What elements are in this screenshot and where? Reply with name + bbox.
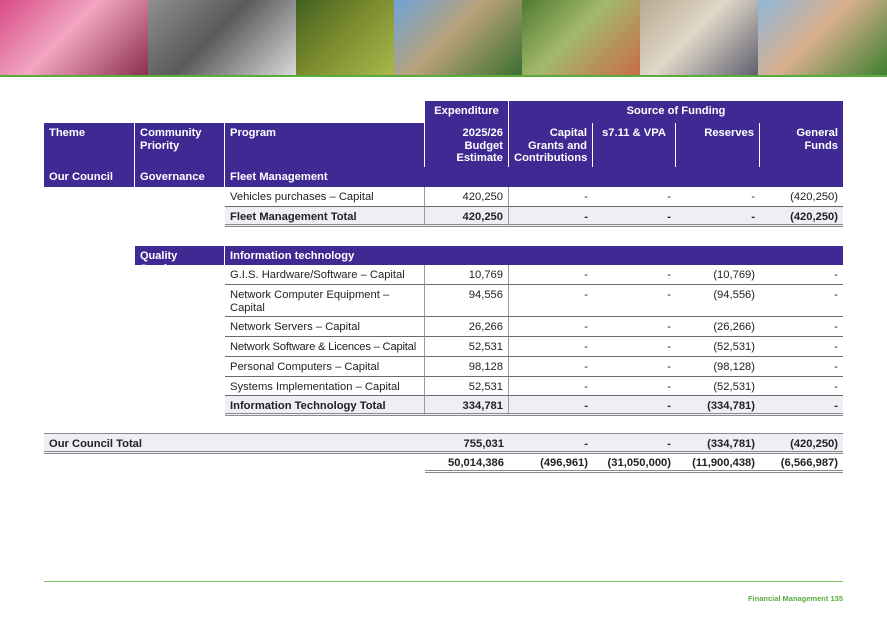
program-cell: Network Servers – Capital: [225, 317, 425, 337]
subtotal-reserves: (334,781): [676, 396, 760, 416]
capital-cell: -: [509, 377, 593, 396]
capital-cell: -: [509, 357, 593, 377]
program-header: Program: [225, 123, 425, 167]
s711-cell: -: [593, 377, 676, 396]
subtotal-capital: -: [509, 207, 593, 227]
general-cell: -: [760, 317, 843, 337]
subtotal-row: [44, 207, 843, 227]
reserves-cell: (26,266): [676, 317, 760, 337]
frog-photo: [296, 0, 394, 75]
grand-total-budget: 50,014,386: [425, 453, 509, 473]
program-heading-cell: Fleet Management: [225, 167, 843, 187]
subtotal-reserves: -: [676, 207, 760, 227]
budget-cell: 26,266: [425, 317, 509, 337]
general-funds-header: General Funds: [760, 123, 843, 167]
capital-cell: -: [509, 265, 593, 285]
subtotal-budget: 420,250: [425, 207, 509, 227]
council-total-budget: 755,031: [425, 434, 509, 454]
grand-total-capital: (496,961): [509, 453, 593, 473]
program-cell: G.I.S. Hardware/Software – Capital: [225, 265, 425, 285]
electric-cars-photo: [148, 0, 296, 75]
subtotal-general: -: [760, 396, 843, 416]
reserves-cell: -: [676, 187, 760, 207]
general-cell: -: [760, 285, 843, 317]
theme-header: Theme: [44, 123, 135, 167]
park-family-photo: [394, 0, 522, 75]
program-cell: Systems Implementation – Capital: [225, 377, 425, 396]
reserves-header: Reserves: [676, 123, 760, 167]
reserves-cell: (98,128): [676, 357, 760, 377]
street-walkers-photo: [640, 0, 758, 75]
general-cell: -: [760, 265, 843, 285]
program-cell: Personal Computers – Capital: [225, 357, 425, 377]
section-heading-fleet: [44, 167, 843, 187]
council-total-label: Our Council Total: [44, 434, 425, 454]
priority-cell: Governance: [135, 167, 225, 187]
community-group-photo: [522, 0, 640, 75]
header-row-group: [44, 101, 843, 123]
budget-cell: 94,556: [425, 285, 509, 317]
capital-cell: -: [509, 187, 593, 207]
children-play-photo: [0, 0, 148, 75]
reserves-cell: (10,769): [676, 265, 760, 285]
table-row: [44, 317, 843, 337]
reserves-cell: (52,531): [676, 377, 760, 396]
budget-cell: 98,128: [425, 357, 509, 377]
table-row: [44, 377, 843, 396]
table-row: [44, 337, 843, 357]
budget-cell: 10,769: [425, 265, 509, 285]
expenditure-header: Expenditure: [425, 101, 509, 123]
photo-banner: [0, 0, 887, 75]
table-row: [44, 285, 843, 317]
council-total-s711: -: [593, 434, 676, 454]
council-total-reserves: (334,781): [676, 434, 760, 454]
subtotal-general: (420,250): [760, 207, 843, 227]
reserves-cell: (94,556): [676, 285, 760, 317]
council-total-row: [44, 433, 843, 454]
council-total-general: (420,250): [760, 434, 843, 454]
table-row: [44, 265, 843, 285]
s711-cell: -: [593, 357, 676, 377]
grand-total-s711: (31,050,000): [593, 453, 676, 473]
s711-vpa-header: s7.11 & VPA: [593, 123, 676, 167]
s711-cell: -: [593, 337, 676, 357]
banner-divider: [0, 75, 887, 77]
subtotal-label: Information Technology Total: [225, 396, 425, 416]
reserves-cell: (52,531): [676, 337, 760, 357]
subtotal-s711: -: [593, 396, 676, 416]
subtotal-row: [44, 396, 843, 416]
table-row: [44, 187, 843, 207]
budget-cell: 52,531: [425, 337, 509, 357]
s711-cell: -: [593, 285, 676, 317]
program-heading-cell: Information technology: [225, 246, 843, 265]
cafe-building-photo: [758, 0, 887, 75]
subtotal-s711: -: [593, 207, 676, 227]
capital-grants-header: Capital Grants and Contributions: [509, 123, 593, 167]
subtotal-capital: -: [509, 396, 593, 416]
program-cell: Network Software & Licences – Capital: [225, 337, 425, 357]
general-cell: -: [760, 357, 843, 377]
budget-cell: 52,531: [425, 377, 509, 396]
program-cell: Vehicles purchases – Capital: [225, 187, 425, 207]
grand-total-reserves: (11,900,438): [676, 453, 760, 473]
theme-cell: Our Council: [44, 167, 135, 187]
general-cell: (420,250): [760, 187, 843, 207]
general-cell: -: [760, 337, 843, 357]
budget-header: 2025/26 Budget Estimate: [425, 123, 509, 167]
program-cell: Network Computer Equipment – Capital: [225, 285, 425, 317]
subtotal-label: Fleet Management Total: [225, 207, 425, 227]
s711-cell: -: [593, 317, 676, 337]
community-priority-header: Community Priority: [135, 123, 225, 167]
footer-divider: [44, 581, 843, 582]
table-row: [44, 357, 843, 377]
s711-cell: -: [593, 265, 676, 285]
header-row: [44, 123, 843, 167]
capital-cell: -: [509, 337, 593, 357]
s711-cell: -: [593, 187, 676, 207]
grand-total-row: [44, 453, 843, 473]
source-of-funding-header: Source of Funding: [509, 101, 843, 123]
page-footer: Financial Management 135: [747, 594, 843, 603]
grand-total-general: (6,566,987): [760, 453, 843, 473]
priority-cell: Quality Service: [135, 246, 225, 265]
budget-cell: 420,250: [425, 187, 509, 207]
subtotal-budget: 334,781: [425, 396, 509, 416]
general-cell: -: [760, 377, 843, 396]
capital-cell: -: [509, 285, 593, 317]
capital-cell: -: [509, 317, 593, 337]
council-total-capital: -: [509, 434, 593, 454]
